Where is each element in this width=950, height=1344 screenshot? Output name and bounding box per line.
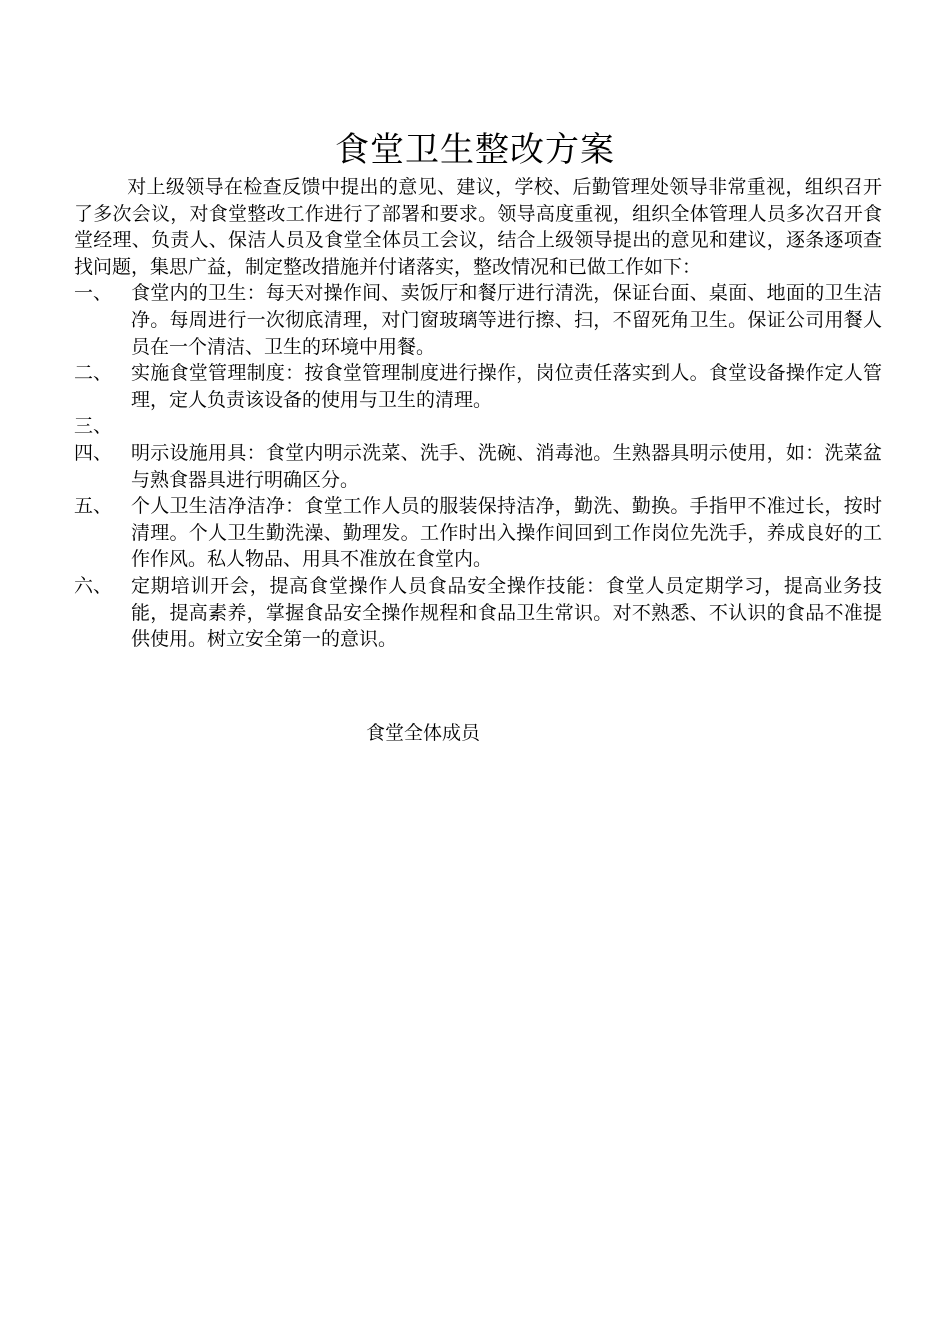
list-item-text: 明示设施用具：食堂内明示洗菜、洗手、洗碗、消毒池。生熟器具明示使用，如：洗菜盆与熟食器具进行明确区分。 — [131, 441, 882, 491]
list-item-marker: 二、 — [74, 362, 113, 385]
list-item — [74, 573, 882, 653]
list-item-text: 食堂内的卫生：每天对操作间、卖饭厅和餐厅进行清洗，保证台面、桌面、地面的卫生洁净。每周进行一次彻底清理，对门窗玻璃等进行擦、扫，不留死角卫生。保证公司用餐人员在一个清洁、卫生的环境中用餐。 — [131, 282, 882, 358]
list-item-text: 个人卫生洁净洁净：食堂工作人员的服装保持洁净，勤洗、勤换。手指甲不准过长，按时清理。个人卫生勤洗澡、勤理发。工作时出入操作间回到工作岗位先洗手，养成良好的工作作风。私人物品、用具不准放在食堂内。 — [131, 495, 882, 571]
document-title: 食堂卫生整改方案 — [335, 130, 615, 170]
list-item — [74, 493, 882, 573]
list-item — [74, 280, 882, 360]
document-body — [74, 174, 882, 653]
list-item-marker: 六、 — [74, 574, 113, 597]
signature: 食堂全体成员 — [366, 722, 481, 744]
list-item-marker: 一、 — [74, 282, 113, 305]
list-item — [74, 413, 882, 440]
list-item-marker: 四、 — [74, 441, 113, 464]
list-item-marker: 五、 — [74, 495, 113, 518]
list-item-marker: 三、 — [74, 415, 113, 438]
list-item — [74, 440, 882, 493]
list-item-text: 定期培训开会，提高食堂操作人员食品安全操作技能：食堂人员定期学习，提高业务技能，提高素养，掌握食品安全操作规程和食品卫生常识。对不熟悉、不认识的食品不准提供使用。树立安全第一的意识。 — [131, 574, 882, 651]
list-item — [74, 360, 882, 413]
rectification-list — [74, 280, 882, 652]
intro-paragraph: 对上级领导在检查反馈中提出的意见、建议，学校、后勤管理处领导非常重视，组织召开了多次会议，对食堂整改工作进行了部署和要求。领导高度重视，组织全体管理人员多次召开食堂经理、负责人、保洁人员及食堂全体员工会议，结合上级领导提出的意见和建议，逐条逐项查找问题，集思广益，制定整改措施并付诸落实，整改情况和已做工作如下： — [74, 176, 882, 278]
list-item-text: 实施食堂管理制度：按食堂管理制度进行操作，岗位责任落实到人。食堂设备操作定人管理，定人负责该设备的使用与卫生的清理。 — [131, 362, 882, 411]
